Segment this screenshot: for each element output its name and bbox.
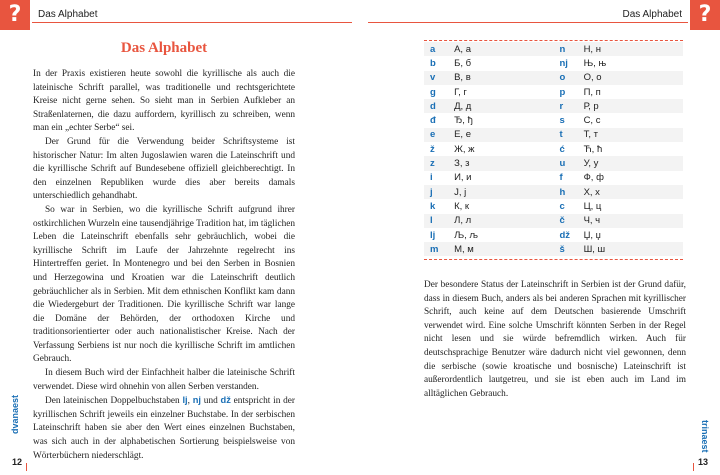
running-header: Das Alphabet: [38, 9, 98, 20]
cyrillic-letter: А, а: [448, 42, 553, 56]
alphabet-row: [424, 71, 683, 85]
latin-letter: o: [553, 71, 577, 85]
latin-letter: d: [424, 99, 448, 113]
text-run: Den lateinischen Doppelbuchstaben: [45, 396, 183, 407]
latin-letter: lj: [430, 229, 436, 241]
left-body-text: [33, 68, 295, 463]
text-run: ,: [187, 396, 193, 407]
alphabet-row: [424, 228, 683, 242]
latin-letter: nj: [559, 57, 568, 69]
alphabet-table: [424, 42, 683, 256]
paragraph: In der Praxis existieren heute sowohl die kyrillische als auch die lateinische Schrift parallel, was traditionelle und rechtsgerichtete Kreise nicht gerne sehen. So sieht man in Serbien Aufkleber an Straßenlaternen, die dazu auffordern, kyrillisch zu schreiben, wenn man ein „echter Serbe“ sei.: [33, 69, 295, 134]
cyrillic-letter: Х, х: [578, 185, 683, 199]
latin-letter: k: [430, 200, 436, 212]
latin-letter: đ: [430, 115, 436, 127]
cyrillic-letter: К, к: [454, 200, 470, 212]
text-run: und: [201, 396, 221, 407]
latin-letter: f: [559, 172, 563, 184]
cyrillic-letter: Ч, ч: [578, 214, 683, 228]
alphabet-row: [424, 185, 683, 199]
header-rule: [32, 22, 352, 23]
cyrillic-letter: Џ, џ: [583, 229, 601, 241]
cyrillic-letter: Ж, ж: [454, 143, 475, 155]
paragraph: Der Grund für die Verwendung beider Schriftsysteme ist historischer Natur: Im alten Jugoslawien waren die Lateinschrift und die kyrillische Schrift auf Bundesebene offiziell gleichberechtigt. In den einzelnen Republiken wurde dies aber bereits damals unterschiedlich gehandhabt.: [33, 136, 295, 202]
right-body-text: Der besondere Status der Lateinschrift in Serbien ist der Grund dafür, dass in diesem Buch, anders als bei anderen Sprachen mit kyrillischer Schrift, auch keine auf dem Deutschen basierende Umschrift verwendet wird. Eine solche Umschrift könnten Serben in der Regel nicht lesen und sie würde befremdlich wirken. Auch für deutschsprachige Benutzer wäre dadurch nicht viel gewonnen, denn die serbische (sowie kroatische und bosnische) Lateinschrift ist außerordentlich lautgetreu, und sie ist eben auch im Land im alltäglichen Gebrauch.: [424, 280, 686, 399]
latin-letter: c: [559, 200, 565, 212]
cyrillic-letter: Ф, ф: [583, 172, 604, 184]
alphabet-row: [424, 42, 683, 56]
footer-rule: [693, 463, 694, 471]
cyrillic-letter: И, и: [454, 172, 472, 184]
page-number: 12: [12, 457, 23, 467]
latin-letter: s: [559, 115, 565, 127]
cyrillic-letter: Т, т: [578, 128, 683, 142]
text-run: entspricht in der kyrillischen Schrift jeweils ein einzelner Buchstabe. In der serbischen Lateinschrift haben sie aber den Wert eines einzelnen Buchstaben, was sich auch in der alphabetischen Sortierung beispielsweise von Wörterbüchern niederschlägt.: [33, 396, 296, 461]
alphabet-row: [424, 199, 683, 213]
cyrillic-letter: Ћ, ћ: [583, 143, 603, 155]
alphabet-row: [424, 142, 683, 156]
cyrillic-letter: Д, д: [448, 99, 553, 113]
alphabet-row: [424, 171, 683, 185]
cyrillic-letter: В, в: [448, 71, 553, 85]
latin-letter: b: [430, 57, 436, 69]
cyrillic-letter: Љ, љ: [454, 229, 479, 241]
latin-letter: h: [553, 185, 577, 199]
latin-letter: v: [424, 71, 448, 85]
side-number-label: dvanaest: [10, 395, 20, 435]
cyrillic-letter: Н, н: [578, 42, 683, 56]
page-number: 13: [697, 457, 708, 467]
cyrillic-letter: Ђ, ђ: [454, 115, 473, 127]
cyrillic-letter: Р, р: [578, 99, 683, 113]
cyrillic-letter: С, с: [583, 115, 601, 127]
latin-letter: r: [553, 99, 577, 113]
alphabet-row: [424, 113, 683, 127]
latin-letter: l: [424, 214, 448, 228]
latin-letter: ć: [559, 143, 565, 155]
cyrillic-letter: П, п: [583, 86, 601, 98]
paragraph: In diesem Buch wird der Einfachheit halber die lateinische Schrift verwendet. Diese wird ohnehin von allen Serben verstanden.: [33, 368, 295, 392]
cyrillic-letter: Ш, ш: [578, 242, 683, 256]
cyrillic-letter: У, у: [578, 156, 683, 170]
digraph-dz: dž: [220, 395, 231, 406]
latin-letter: t: [553, 128, 577, 142]
cyrillic-letter: Л, л: [448, 214, 553, 228]
latin-letter: n: [553, 42, 577, 56]
latin-letter: i: [430, 172, 433, 184]
alphabet-row: [424, 85, 683, 99]
page-title: Das Alphabet: [120, 40, 208, 56]
latin-letter: m: [424, 242, 448, 256]
cyrillic-letter: Е, е: [448, 128, 553, 142]
cyrillic-letter: М, м: [448, 242, 553, 256]
cyrillic-letter: Ц, ц: [583, 200, 602, 212]
latin-letter: š: [553, 242, 577, 256]
latin-letter: a: [424, 42, 448, 56]
digraph-lj: lj: [182, 395, 188, 406]
running-header: Das Alphabet: [622, 9, 682, 20]
digraph-nj: nj: [192, 395, 202, 406]
header-rule: [368, 22, 688, 23]
latin-letter: dž: [559, 229, 571, 241]
alphabet-row: [424, 156, 683, 170]
latin-letter: j: [424, 185, 448, 199]
footer-rule: [26, 463, 27, 471]
alphabet-row: [424, 56, 683, 70]
right-page: [360, 0, 720, 475]
question-mark-icon: ?: [0, 0, 30, 30]
cyrillic-letter: Ј, ј: [448, 185, 553, 199]
latin-letter: g: [430, 86, 436, 98]
cyrillic-letter: О, о: [578, 71, 683, 85]
alphabet-row: [424, 128, 683, 142]
alphabet-row: [424, 242, 683, 256]
latin-letter: ž: [430, 143, 435, 155]
cyrillic-letter: Б, б: [454, 57, 472, 69]
paragraph: So war in Serbien, wo die kyrillische Schrift aufgrund ihrer ostkirchlichen Wurzeln eine tausendjährige Tradition hat, im täglichen Leben die Lateinschrift ebenfalls sehr gebräuchlich, wobei die kyrillische Schrift im Laufe der Jahrzehnte regelrecht ins Hintertreffen geriet. In Montenegro und bei den Serben in Bosnien und Herzegowina und Kroatien war die Lateinschrift deutlich gebräuchlicher als in Serbien. Mit dem ethnischen Konflikt kam dann die Wiedergeburt der Traditionen. Die kyrillische Schrift war lange die Domäne der Behörden, der orthodoxen Kirche und traditionsorientierter oder auch nationalistischer Kreise. Nach der Verfassung Serbiens ist nur noch die kyrillische Schrift im amtlichen Gebrauch.: [33, 204, 295, 365]
latin-letter: e: [424, 128, 448, 142]
latin-letter: č: [553, 214, 577, 228]
latin-letter: z: [424, 156, 448, 170]
question-mark-icon: ?: [690, 0, 720, 30]
alphabet-row: [424, 99, 683, 113]
side-number-label: trinaest: [700, 420, 710, 453]
paragraph: [33, 394, 295, 463]
cyrillic-letter: Њ, њ: [583, 57, 607, 69]
cyrillic-letter: Г, г: [454, 86, 467, 98]
alphabet-row: [424, 214, 683, 228]
cyrillic-letter: З, з: [448, 156, 553, 170]
latin-letter: u: [553, 156, 577, 170]
latin-letter: p: [559, 86, 566, 98]
